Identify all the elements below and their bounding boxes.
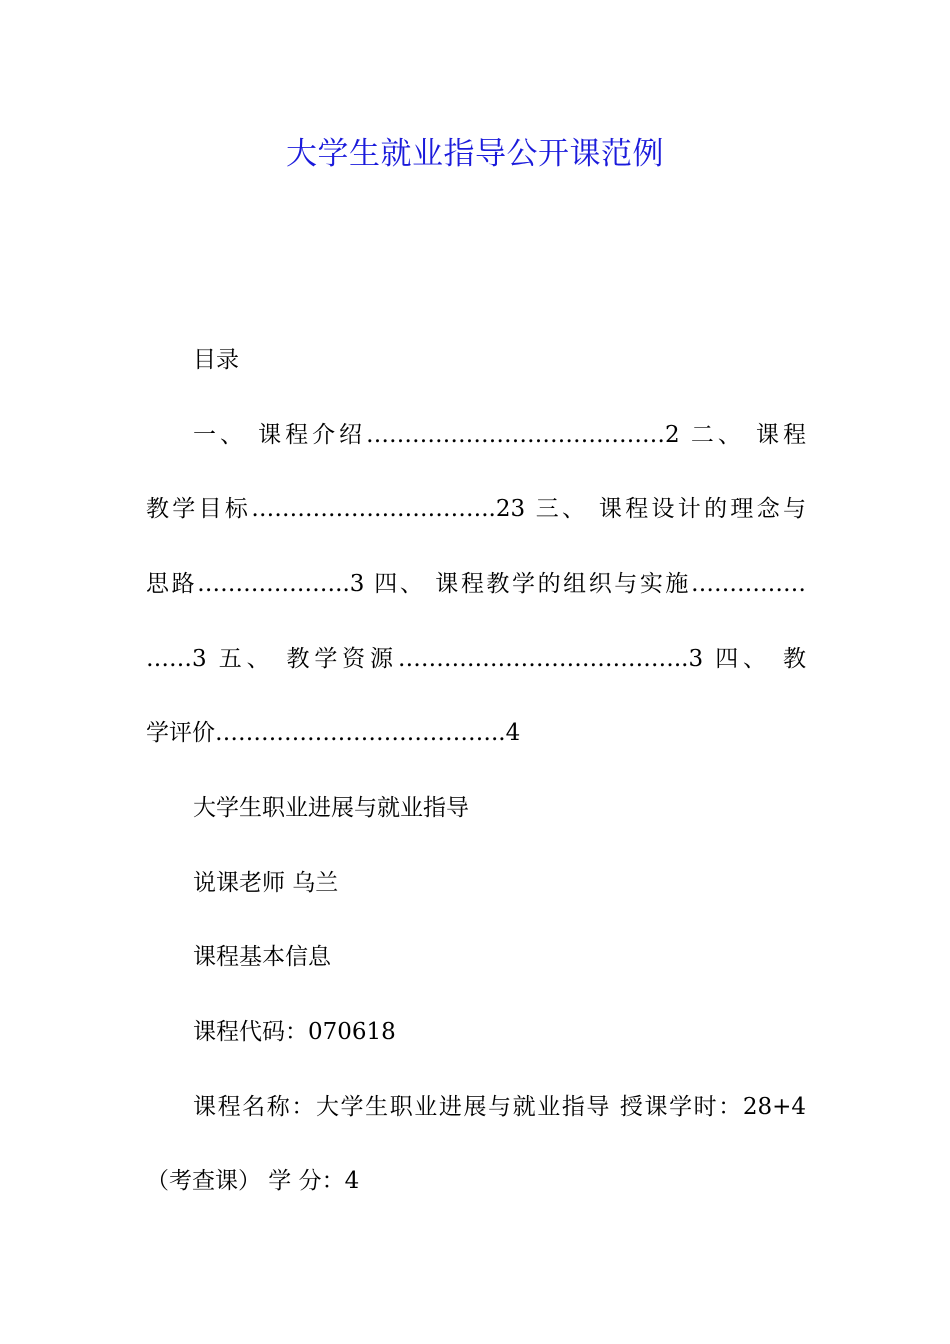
toc-line-5: 学评价………………………………..4 [146,720,521,746]
document-title: 大学生就业指导公开课范例 [286,136,664,172]
course-title: 大学生职业进展与就业指导 [193,795,469,821]
lecturer-line: 说课老师 乌兰 [193,870,339,896]
course-name-line-2: （考查课） 学 分：4 [146,1168,360,1194]
course-code: 课程代码：070618 [193,1019,396,1045]
toc-line-3: 思路………………..3 四、 课程教学的组织与实施…………… [146,571,806,597]
toc-line-4: ……3 五、 教学资源………………………………..3 四、 教 [146,646,806,672]
toc-line-1: 一、 课程介绍…………………………………2 二、 课程 [193,422,806,448]
course-name-line-1: 课程名称：大学生职业进展与就业指导 授课学时：28+4 [193,1094,806,1120]
toc-heading: 目录 [193,347,239,373]
toc-line-2: 教学目标…………………………..23 三、 课程设计的理念与 [146,496,806,522]
info-heading: 课程基本信息 [193,944,331,970]
